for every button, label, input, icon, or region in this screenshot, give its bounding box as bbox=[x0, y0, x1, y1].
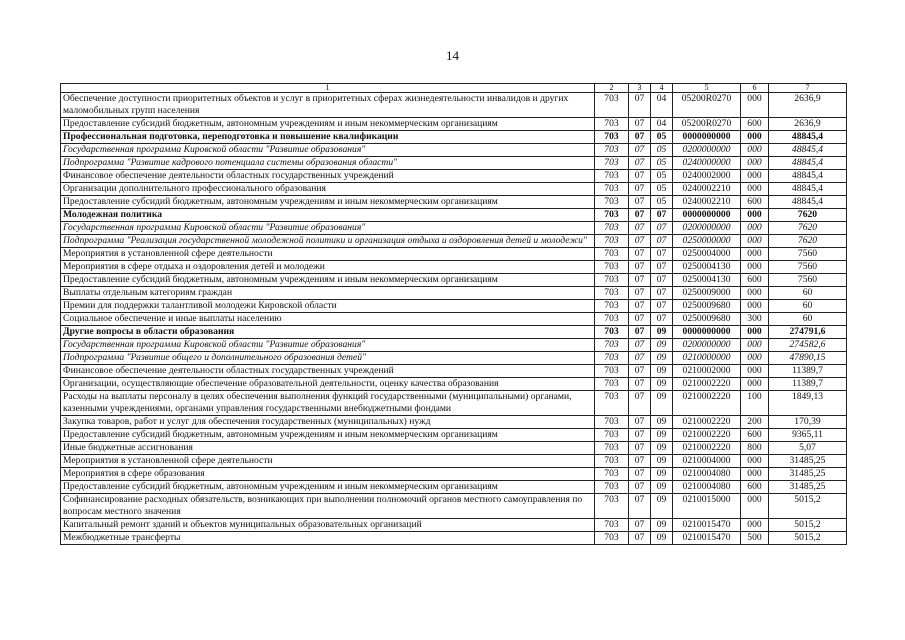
dept-code-cell: 703 bbox=[595, 287, 629, 300]
amount-cell: 48845,4 bbox=[769, 157, 847, 170]
dept-code-cell: 703 bbox=[595, 481, 629, 494]
table-row bbox=[61, 274, 847, 287]
section-cell: 07 bbox=[629, 93, 651, 118]
table-row bbox=[61, 429, 847, 442]
subsection-cell: 09 bbox=[651, 532, 673, 545]
target-item-cell: 0250009680 bbox=[673, 300, 741, 313]
subsection-cell: 05 bbox=[651, 144, 673, 157]
target-item-cell: 0250009000 bbox=[673, 287, 741, 300]
row-name-cell: Молодежная политика bbox=[61, 209, 595, 222]
subsection-cell: 05 bbox=[651, 170, 673, 183]
table-row bbox=[61, 391, 847, 416]
dept-code-cell: 703 bbox=[595, 274, 629, 287]
table-row bbox=[61, 157, 847, 170]
target-item-cell: 0210000000 bbox=[673, 352, 741, 365]
amount-cell: 2636,9 bbox=[769, 118, 847, 131]
section-cell: 07 bbox=[629, 131, 651, 144]
expense-type-cell: 000 bbox=[741, 519, 769, 532]
table-row bbox=[61, 494, 847, 519]
dept-code-cell: 703 bbox=[595, 235, 629, 248]
target-item-cell: 0250004000 bbox=[673, 248, 741, 261]
target-item-cell: 0210015470 bbox=[673, 532, 741, 545]
expense-type-cell: 000 bbox=[741, 222, 769, 235]
row-name-cell: Государственная программа Кировской области "Развитие образования" bbox=[61, 222, 595, 235]
target-item-cell: 05200R0270 bbox=[673, 118, 741, 131]
row-name-cell: Организации, осуществляющие обеспечение образовательной деятельности, оценку качества образования bbox=[61, 378, 595, 391]
section-cell: 07 bbox=[629, 170, 651, 183]
amount-cell: 7620 bbox=[769, 222, 847, 235]
table-row bbox=[61, 261, 847, 274]
subsection-cell: 07 bbox=[651, 300, 673, 313]
target-item-cell: 0000000000 bbox=[673, 131, 741, 144]
dept-code-cell: 703 bbox=[595, 339, 629, 352]
dept-code-cell: 703 bbox=[595, 326, 629, 339]
section-cell: 07 bbox=[629, 235, 651, 248]
table-row bbox=[61, 131, 847, 144]
dept-code-cell: 703 bbox=[595, 157, 629, 170]
amount-cell: 170,39 bbox=[769, 416, 847, 429]
section-cell: 07 bbox=[629, 261, 651, 274]
amount-cell: 7560 bbox=[769, 248, 847, 261]
row-name-cell: Софинансирование расходных обязательств, возникающих при выполнении полномочий органов местного самоуправления по вопросам местного значения bbox=[61, 494, 595, 519]
section-cell: 07 bbox=[629, 209, 651, 222]
row-name-cell: Мероприятия в сфере образования bbox=[61, 468, 595, 481]
header-row bbox=[61, 84, 847, 93]
subsection-cell: 07 bbox=[651, 222, 673, 235]
target-item-cell: 0250004130 bbox=[673, 274, 741, 287]
row-name-cell: Финансовое обеспечение деятельности областных государственных учреждений bbox=[61, 365, 595, 378]
row-name-cell: Организации дополнительного профессионального образования bbox=[61, 183, 595, 196]
table-row bbox=[61, 248, 847, 261]
table-row bbox=[61, 532, 847, 545]
section-cell: 07 bbox=[629, 118, 651, 131]
amount-cell: 60 bbox=[769, 300, 847, 313]
subsection-cell: 09 bbox=[651, 481, 673, 494]
section-cell: 07 bbox=[629, 416, 651, 429]
expense-type-cell: 000 bbox=[741, 157, 769, 170]
target-item-cell: 0240000000 bbox=[673, 157, 741, 170]
section-cell: 07 bbox=[629, 391, 651, 416]
amount-cell: 48845,4 bbox=[769, 196, 847, 209]
expense-type-cell: 000 bbox=[741, 170, 769, 183]
dept-code-cell: 703 bbox=[595, 455, 629, 468]
page-number: 14 bbox=[446, 48, 459, 63]
table-row bbox=[61, 365, 847, 378]
row-name-cell: Подпрограмма "Развитие общего и дополнительного образования детей" bbox=[61, 352, 595, 365]
amount-cell: 60 bbox=[769, 313, 847, 326]
amount-cell: 60 bbox=[769, 287, 847, 300]
section-cell: 07 bbox=[629, 183, 651, 196]
amount-cell: 48845,4 bbox=[769, 131, 847, 144]
section-cell: 07 bbox=[629, 532, 651, 545]
subsection-cell: 05 bbox=[651, 131, 673, 144]
section-cell: 07 bbox=[629, 468, 651, 481]
subsection-cell: 07 bbox=[651, 261, 673, 274]
target-item-cell: 0210004080 bbox=[673, 468, 741, 481]
row-name-cell: Мероприятия в сфере отдыха и оздоровления детей и молодежи bbox=[61, 261, 595, 274]
expense-type-cell: 600 bbox=[741, 118, 769, 131]
subsection-cell: 09 bbox=[651, 519, 673, 532]
row-name-cell: Подпрограмма "Реализация государственной молодежной политики и организация отдыха и оздоровления детей и молодежи" bbox=[61, 235, 595, 248]
dept-code-cell: 703 bbox=[595, 261, 629, 274]
dept-code-cell: 703 bbox=[595, 222, 629, 235]
dept-code-cell: 703 bbox=[595, 519, 629, 532]
section-cell: 07 bbox=[629, 222, 651, 235]
expense-type-cell: 000 bbox=[741, 468, 769, 481]
row-name-cell: Финансовое обеспечение деятельности областных государственных учреждений bbox=[61, 170, 595, 183]
section-cell: 07 bbox=[629, 313, 651, 326]
subsection-cell: 09 bbox=[651, 391, 673, 416]
amount-cell: 5015,2 bbox=[769, 519, 847, 532]
target-item-cell: 0210002220 bbox=[673, 416, 741, 429]
row-name-cell: Предоставление субсидий бюджетным, автономным учреждениям и иным некоммерческим организациям bbox=[61, 196, 595, 209]
target-item-cell: 0240002210 bbox=[673, 183, 741, 196]
row-name-cell: Предоставление субсидий бюджетным, автономным учреждениям и иным некоммерческим организациям bbox=[61, 429, 595, 442]
target-item-cell: 0200000000 bbox=[673, 222, 741, 235]
subsection-cell: 09 bbox=[651, 468, 673, 481]
dept-code-cell: 703 bbox=[595, 131, 629, 144]
subsection-cell: 07 bbox=[651, 235, 673, 248]
target-item-cell: 05200R0270 bbox=[673, 93, 741, 118]
column-header: 6 bbox=[741, 84, 769, 93]
section-cell: 07 bbox=[629, 455, 651, 468]
column-header: 2 bbox=[595, 84, 629, 93]
table-row bbox=[61, 300, 847, 313]
dept-code-cell: 703 bbox=[595, 313, 629, 326]
target-item-cell: 0210002220 bbox=[673, 378, 741, 391]
subsection-cell: 09 bbox=[651, 442, 673, 455]
budget-table bbox=[60, 83, 847, 545]
row-name-cell: Другие вопросы в области образования bbox=[61, 326, 595, 339]
expense-type-cell: 000 bbox=[741, 144, 769, 157]
target-item-cell: 0250000000 bbox=[673, 235, 741, 248]
amount-cell: 7620 bbox=[769, 235, 847, 248]
dept-code-cell: 703 bbox=[595, 170, 629, 183]
amount-cell: 48845,4 bbox=[769, 183, 847, 196]
subsection-cell: 09 bbox=[651, 326, 673, 339]
row-name-cell: Профессиональная подготовка, переподготовка и повышение квалификации bbox=[61, 131, 595, 144]
dept-code-cell: 703 bbox=[595, 118, 629, 131]
section-cell: 07 bbox=[629, 378, 651, 391]
subsection-cell: 09 bbox=[651, 365, 673, 378]
column-header: 5 bbox=[673, 84, 741, 93]
amount-cell: 7560 bbox=[769, 274, 847, 287]
table-row bbox=[61, 209, 847, 222]
subsection-cell: 04 bbox=[651, 118, 673, 131]
section-cell: 07 bbox=[629, 481, 651, 494]
target-item-cell: 0250009680 bbox=[673, 313, 741, 326]
dept-code-cell: 703 bbox=[595, 532, 629, 545]
section-cell: 07 bbox=[629, 442, 651, 455]
table-row bbox=[61, 468, 847, 481]
expense-type-cell: 500 bbox=[741, 532, 769, 545]
row-name-cell: Предоставление субсидий бюджетным, автономным учреждениям и иным некоммерческим организациям bbox=[61, 481, 595, 494]
section-cell: 07 bbox=[629, 144, 651, 157]
row-name-cell: Выплаты отдельным категориям граждан bbox=[61, 287, 595, 300]
subsection-cell: 05 bbox=[651, 196, 673, 209]
amount-cell: 11389,7 bbox=[769, 365, 847, 378]
subsection-cell: 09 bbox=[651, 352, 673, 365]
dept-code-cell: 703 bbox=[595, 365, 629, 378]
column-header: 1 bbox=[61, 84, 595, 93]
section-cell: 07 bbox=[629, 429, 651, 442]
section-cell: 07 bbox=[629, 248, 651, 261]
section-cell: 07 bbox=[629, 326, 651, 339]
table-row bbox=[61, 235, 847, 248]
row-name-cell: Капитальный ремонт зданий и объектов муниципальных образовательных организаций bbox=[61, 519, 595, 532]
row-name-cell: Межбюджетные трансферты bbox=[61, 532, 595, 545]
amount-cell: 274791,6 bbox=[769, 326, 847, 339]
section-cell: 07 bbox=[629, 519, 651, 532]
expense-type-cell: 600 bbox=[741, 429, 769, 442]
dept-code-cell: 703 bbox=[595, 429, 629, 442]
subsection-cell: 07 bbox=[651, 209, 673, 222]
target-item-cell: 0210015000 bbox=[673, 494, 741, 519]
dept-code-cell: 703 bbox=[595, 416, 629, 429]
column-header: 3 bbox=[629, 84, 651, 93]
row-name-cell: Иные бюджетные ассигнования bbox=[61, 442, 595, 455]
expense-type-cell: 100 bbox=[741, 391, 769, 416]
subsection-cell: 07 bbox=[651, 274, 673, 287]
section-cell: 07 bbox=[629, 352, 651, 365]
target-item-cell: 0210002220 bbox=[673, 391, 741, 416]
target-item-cell: 0210004080 bbox=[673, 481, 741, 494]
dept-code-cell: 703 bbox=[595, 300, 629, 313]
row-name-cell: Расходы на выплаты персоналу в целях обеспечения выполнения функций государственными (муниципальными) органами, казенными учреждениями, органами управления государственными внебюджетными фондами bbox=[61, 391, 595, 416]
table-row bbox=[61, 481, 847, 494]
amount-cell: 31485,25 bbox=[769, 481, 847, 494]
row-name-cell: Социальное обеспечение и иные выплаты населению bbox=[61, 313, 595, 326]
amount-cell: 48845,4 bbox=[769, 170, 847, 183]
subsection-cell: 07 bbox=[651, 248, 673, 261]
expense-type-cell: 000 bbox=[741, 494, 769, 519]
target-item-cell: 0000000000 bbox=[673, 209, 741, 222]
amount-cell: 9365,11 bbox=[769, 429, 847, 442]
expense-type-cell: 000 bbox=[741, 183, 769, 196]
table-row bbox=[61, 519, 847, 532]
row-name-cell: Мероприятия в установленной сфере деятельности bbox=[61, 455, 595, 468]
row-name-cell: Премии для поддержки талантливой молодежи Кировской области bbox=[61, 300, 595, 313]
amount-cell: 274582,6 bbox=[769, 339, 847, 352]
table-row bbox=[61, 339, 847, 352]
row-name-cell: Обеспечение доступности приоритетных объектов и услуг в приоритетных сферах жизнедеятельности инвалидов и других маломобильных групп населения bbox=[61, 93, 595, 118]
expense-type-cell: 000 bbox=[741, 455, 769, 468]
expense-type-cell: 600 bbox=[741, 274, 769, 287]
table-row bbox=[61, 287, 847, 300]
amount-cell: 48845,4 bbox=[769, 144, 847, 157]
section-cell: 07 bbox=[629, 157, 651, 170]
expense-type-cell: 000 bbox=[741, 261, 769, 274]
table-row bbox=[61, 455, 847, 468]
subsection-cell: 07 bbox=[651, 287, 673, 300]
dept-code-cell: 703 bbox=[595, 468, 629, 481]
target-item-cell: 0210002220 bbox=[673, 442, 741, 455]
expense-type-cell: 600 bbox=[741, 196, 769, 209]
dept-code-cell: 703 bbox=[595, 442, 629, 455]
table-row bbox=[61, 93, 847, 118]
table-row bbox=[61, 416, 847, 429]
expense-type-cell: 000 bbox=[741, 365, 769, 378]
amount-cell: 2636,9 bbox=[769, 93, 847, 118]
row-name-cell: Государственная программа Кировской области "Развитие образования" bbox=[61, 144, 595, 157]
amount-cell: 1849,13 bbox=[769, 391, 847, 416]
subsection-cell: 09 bbox=[651, 429, 673, 442]
amount-cell: 31485,25 bbox=[769, 455, 847, 468]
expense-type-cell: 000 bbox=[741, 287, 769, 300]
amount-cell: 47890,15 bbox=[769, 352, 847, 365]
table-row bbox=[61, 170, 847, 183]
target-item-cell: 0210002220 bbox=[673, 429, 741, 442]
amount-cell: 5015,2 bbox=[769, 494, 847, 519]
section-cell: 07 bbox=[629, 196, 651, 209]
amount-cell: 7560 bbox=[769, 261, 847, 274]
section-cell: 07 bbox=[629, 494, 651, 519]
target-item-cell: 0000000000 bbox=[673, 326, 741, 339]
table-row bbox=[61, 326, 847, 339]
dept-code-cell: 703 bbox=[595, 378, 629, 391]
target-item-cell: 0210002000 bbox=[673, 365, 741, 378]
expense-type-cell: 000 bbox=[741, 378, 769, 391]
expense-type-cell: 600 bbox=[741, 481, 769, 494]
subsection-cell: 09 bbox=[651, 416, 673, 429]
target-item-cell: 0240002000 bbox=[673, 170, 741, 183]
section-cell: 07 bbox=[629, 365, 651, 378]
table-row bbox=[61, 183, 847, 196]
row-name-cell: Предоставление субсидий бюджетным, автономным учреждениям и иным некоммерческим организациям bbox=[61, 274, 595, 287]
dept-code-cell: 703 bbox=[595, 144, 629, 157]
column-header: 7 bbox=[769, 84, 847, 93]
table-row bbox=[61, 196, 847, 209]
row-name-cell: Подпрограмма "Развитие кадрового потенциала системы образования области" bbox=[61, 157, 595, 170]
amount-cell: 7620 bbox=[769, 209, 847, 222]
dept-code-cell: 703 bbox=[595, 209, 629, 222]
dept-code-cell: 703 bbox=[595, 196, 629, 209]
subsection-cell: 04 bbox=[651, 93, 673, 118]
expense-type-cell: 000 bbox=[741, 209, 769, 222]
expense-type-cell: 200 bbox=[741, 416, 769, 429]
amount-cell: 11389,7 bbox=[769, 378, 847, 391]
subsection-cell: 09 bbox=[651, 378, 673, 391]
row-name-cell: Мероприятия в установленной сфере деятельности bbox=[61, 248, 595, 261]
section-cell: 07 bbox=[629, 300, 651, 313]
target-item-cell: 0250004130 bbox=[673, 261, 741, 274]
expense-type-cell: 000 bbox=[741, 326, 769, 339]
target-item-cell: 0200000000 bbox=[673, 339, 741, 352]
expense-type-cell: 300 bbox=[741, 313, 769, 326]
expense-type-cell: 000 bbox=[741, 300, 769, 313]
dept-code-cell: 703 bbox=[595, 391, 629, 416]
dept-code-cell: 703 bbox=[595, 183, 629, 196]
expense-type-cell: 000 bbox=[741, 93, 769, 118]
expense-type-cell: 000 bbox=[741, 339, 769, 352]
table-row bbox=[61, 442, 847, 455]
expense-type-cell: 000 bbox=[741, 352, 769, 365]
subsection-cell: 09 bbox=[651, 494, 673, 519]
table-row bbox=[61, 118, 847, 131]
dept-code-cell: 703 bbox=[595, 93, 629, 118]
table-row bbox=[61, 144, 847, 157]
section-cell: 07 bbox=[629, 274, 651, 287]
subsection-cell: 09 bbox=[651, 455, 673, 468]
target-item-cell: 0210004000 bbox=[673, 455, 741, 468]
expense-type-cell: 800 bbox=[741, 442, 769, 455]
expense-type-cell: 000 bbox=[741, 235, 769, 248]
expense-type-cell: 000 bbox=[741, 248, 769, 261]
table-row bbox=[61, 352, 847, 365]
subsection-cell: 09 bbox=[651, 339, 673, 352]
amount-cell: 5015,2 bbox=[769, 532, 847, 545]
amount-cell: 31485,25 bbox=[769, 468, 847, 481]
table-row bbox=[61, 313, 847, 326]
expense-type-cell: 000 bbox=[741, 131, 769, 144]
subsection-cell: 07 bbox=[651, 313, 673, 326]
target-item-cell: 0240002210 bbox=[673, 196, 741, 209]
subsection-cell: 05 bbox=[651, 183, 673, 196]
column-header: 4 bbox=[651, 84, 673, 93]
target-item-cell: 0200000000 bbox=[673, 144, 741, 157]
section-cell: 07 bbox=[629, 339, 651, 352]
row-name-cell: Государственная программа Кировской области "Развитие образования" bbox=[61, 339, 595, 352]
subsection-cell: 05 bbox=[651, 157, 673, 170]
table-row bbox=[61, 378, 847, 391]
dept-code-cell: 703 bbox=[595, 494, 629, 519]
target-item-cell: 0210015470 bbox=[673, 519, 741, 532]
amount-cell: 5,07 bbox=[769, 442, 847, 455]
table-row bbox=[61, 222, 847, 235]
dept-code-cell: 703 bbox=[595, 352, 629, 365]
dept-code-cell: 703 bbox=[595, 248, 629, 261]
row-name-cell: Предоставление субсидий бюджетным, автономным учреждениям и иным некоммерческим организациям bbox=[61, 118, 595, 131]
section-cell: 07 bbox=[629, 287, 651, 300]
row-name-cell: Закупка товаров, работ и услуг для обеспечения государственных (муниципальных) нужд bbox=[61, 416, 595, 429]
